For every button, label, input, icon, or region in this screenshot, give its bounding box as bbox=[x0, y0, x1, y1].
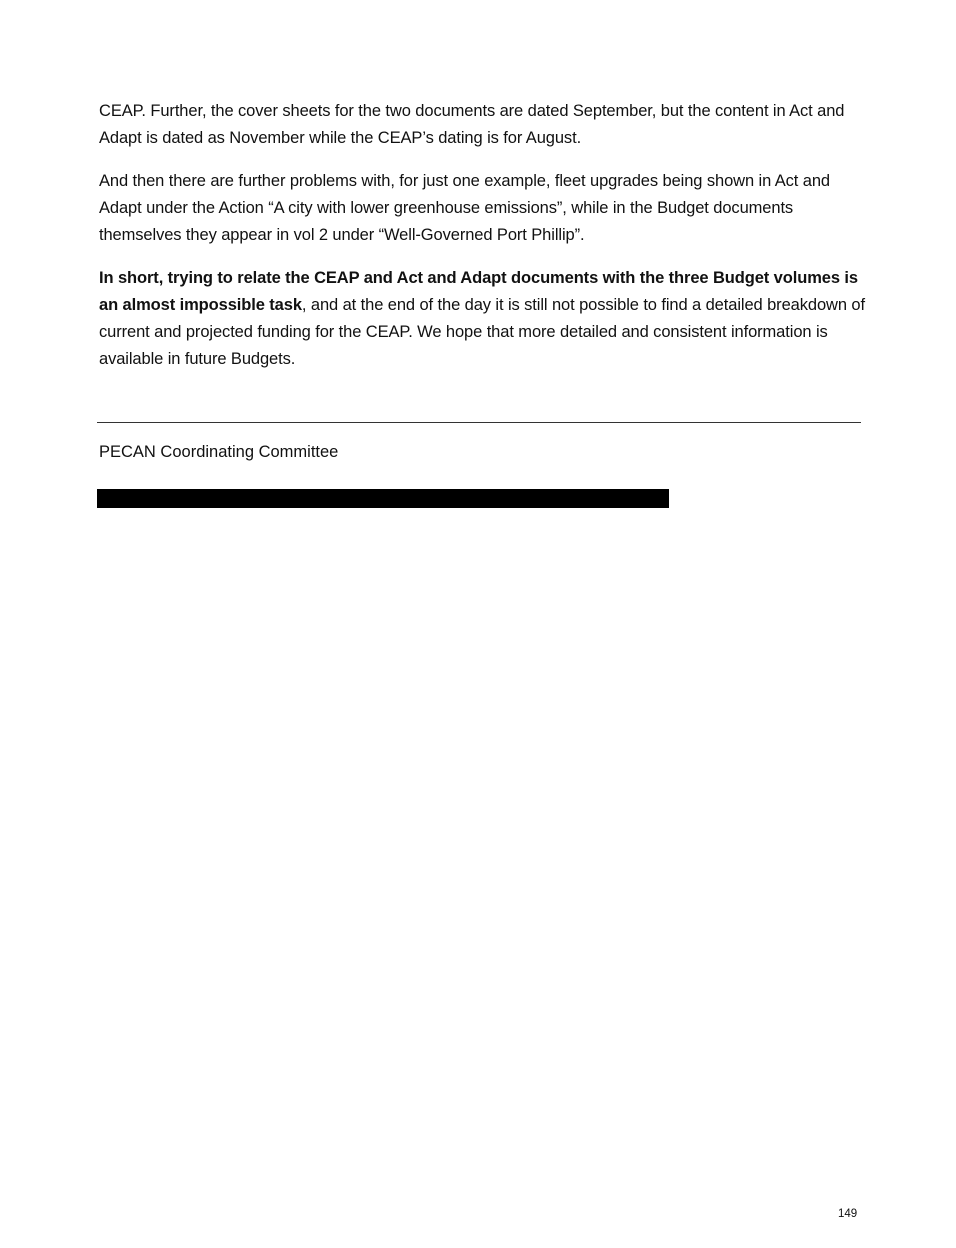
paragraph-ceap-dates bbox=[99, 98, 869, 152]
signoff-committee: PECAN Coordinating Committee bbox=[99, 443, 339, 461]
redaction-bar bbox=[97, 489, 669, 508]
paragraph-fleet-upgrades bbox=[99, 168, 869, 249]
horizontal-divider bbox=[97, 422, 861, 423]
paragraph-text: And then there are further problems with, for just one example, fleet upgrades being shown in Act and Adapt under the Action “A city with lower greenhouse emissions”, while in the Budget documents themselves they appear in vol 2 under “Well-Governed Port Phillip”. bbox=[99, 172, 831, 244]
paragraph-text: CEAP. Further, the cover sheets for the two documents are dated September, but the content in Act and Adapt is dated as November while the CEAP’s dating is for August. bbox=[99, 102, 845, 147]
paragraph-bold-lead: In short, trying to relate the CEAP and Act and Adapt documents with the three Budget volumes is an almost impossible task bbox=[99, 269, 858, 314]
page-number: 149 bbox=[838, 1208, 858, 1220]
paragraph-summary bbox=[99, 265, 869, 373]
paragraph-text: , and at the end of the day it is still not possible to find a detailed breakdown of current and projected funding for the CEAP. We hope that more detailed and consistent information is available in future Budgets. bbox=[99, 296, 865, 368]
document-body bbox=[99, 98, 869, 389]
